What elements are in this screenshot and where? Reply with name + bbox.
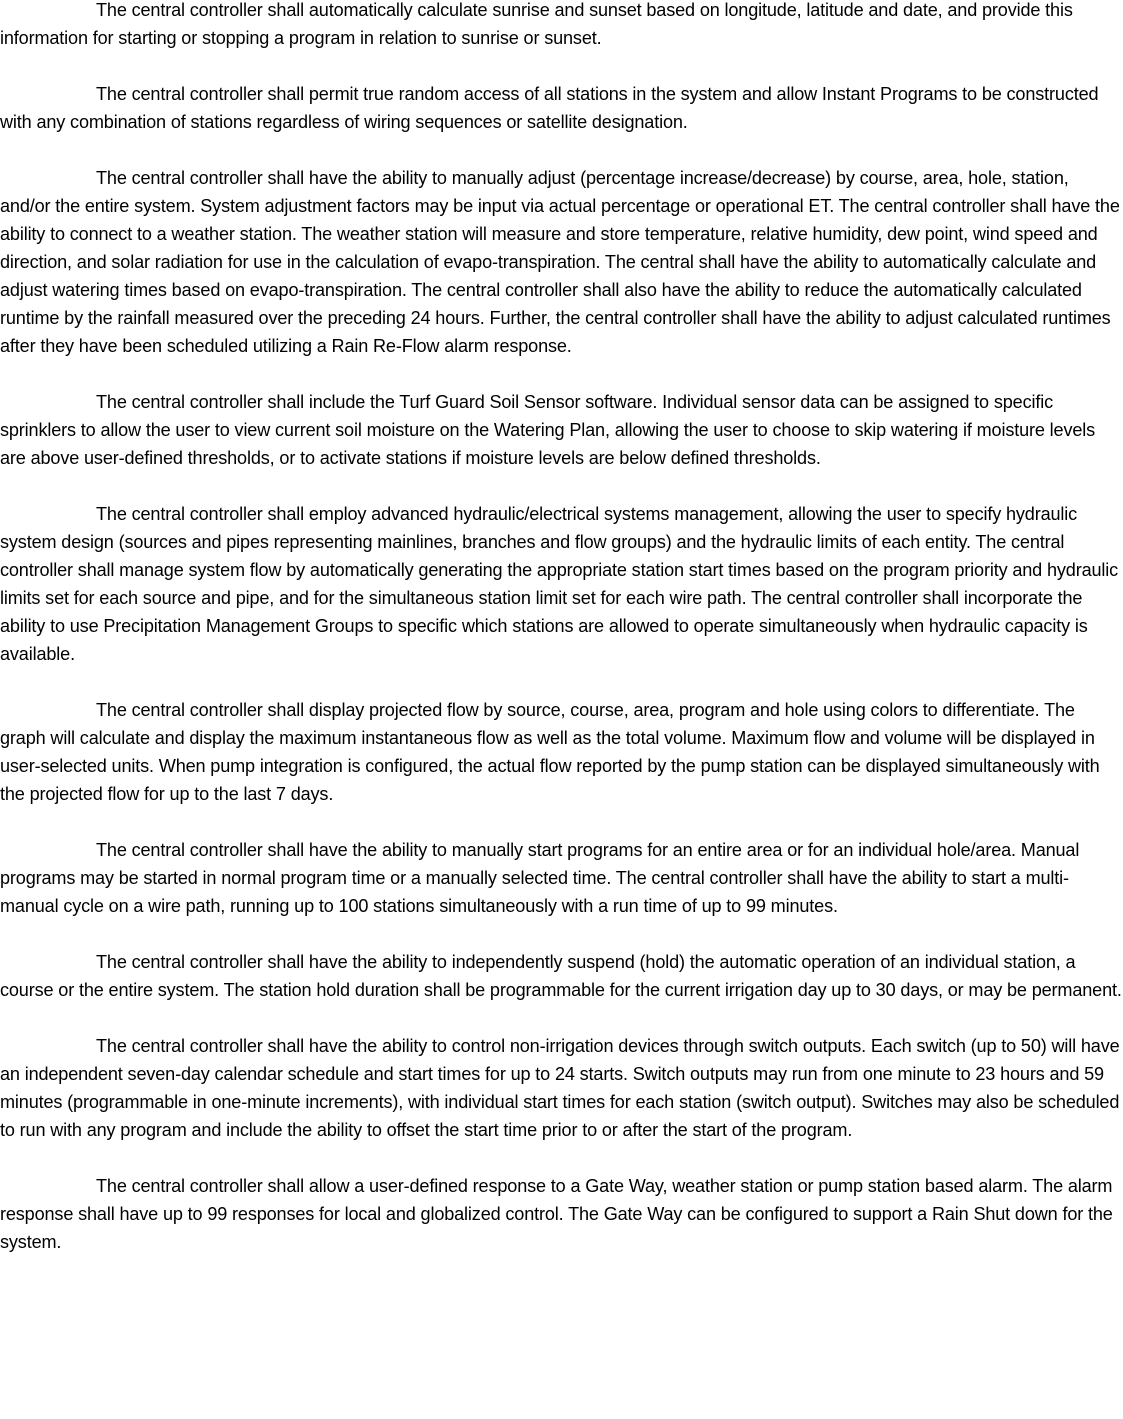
paragraph-alarm-response: The central controller shall allow a user-defined response to a Gate Way, weather station or pump station based alarm. The alarm response shall have up to 99 responses for local and globalized control. The Gate Way can be configured to support a Rain Shut down for the system. — [0, 1176, 1113, 1252]
paragraph-turf-guard: The central controller shall include the Turf Guard Soil Sensor software. Individual sensor data can be assigned to specific sprinklers to allow the user to view current soil moisture on the Watering Plan, allowing the user to choose to skip watering if moisture levels are above user-defined thresholds, or to activate stations if moisture levels are below defined thresholds. — [0, 392, 1096, 468]
paragraph-manual-adjust-weather: The central controller shall have the ability to manually adjust (percentage increase/decrease) by course, area, hole, station, and/or the entire system. System adjustment factors may be input via actual percentage or operational ET. The central controller shall have the ability to connect to a weather station. The weather station will measure and store temperature, relative humidity, dew point, wind speed and direction, and solar radiation for use in the calculation of evapo-transpiration. The central shall have the ability to automatically calculate and adjust watering times based on evapo-transpiration. The central controller shall also have the ability to reduce the automatically calculated runtime by the rainfall measured over the preceding 24 hours. Further, the central controller shall have the ability to adjust calculated runtimes after they have been scheduled utilizing a Rain Re-Flow alarm response. — [0, 168, 1120, 356]
paragraph-switch-outputs: The central controller shall have the ability to control non-irrigation devices through switch outputs. Each switch (up to 50) will have an independent seven-day calendar schedule and start times for up to 24 starts. Switch outputs may run from one minute to 23 hours and 59 minutes (programmable in one-minute increments), with individual start times for each station (switch output). Switches may also be scheduled to run with any program and include the ability to offset the start time prior to or after the start of the program. — [0, 1036, 1120, 1140]
paragraph-manual-start: The central controller shall have the ability to manually start programs for an entire area or for an individual hole/area. Manual programs may be started in normal program time or a manually selected time. The central controller shall have the ability to start a multi-manual cycle on a wire path, running up to 100 stations simultaneously with a run time of up to 99 minutes. — [0, 840, 1080, 916]
paragraph-projected-flow: The central controller shall display projected flow by source, course, area, program and hole using colors to differentiate. The graph will calculate and display the maximum instantaneous flow as well as the total volume. Maximum flow and volume will be displayed in user-selected units. When pump integration is configured, the actual flow reported by the pump station can be displayed simultaneously with the projected flow for up to the last 7 days. — [0, 700, 1100, 804]
paragraph-sunrise-sunset: The central controller shall automatically calculate sunrise and sunset based on longitude, latitude and date, and provide this information for starting or stopping a program in relation to sunrise or sunset. — [0, 0, 1073, 48]
paragraph-suspend-hold: The central controller shall have the ability to independently suspend (hold) the automatic operation of an individual station, a course or the entire system. The station hold duration shall be programmable for the current irrigation day up to 30 days, or may be permanent. — [0, 952, 1122, 1000]
paragraph-hydraulic-management: The central controller shall employ advanced hydraulic/electrical systems management, allowing the user to specify hydraulic system design (sources and pipes representing mainlines, branches and flow groups) and the hydraulic limits of each entity. The central controller shall manage system flow by automatically generating the appropriate station start times based on the program priority and hydraulic limits set for each source and pipe, and for the simultaneous station limit set for each wire path. The central controller shall incorporate the ability to use Precipitation Management Groups to specific which stations are allowed to operate simultaneously when hydraulic capacity is available. — [0, 504, 1119, 664]
paragraph-random-access: The central controller shall permit true random access of all stations in the system and allow Instant Programs to be constructed with any combination of stations regardless of wiring sequences or satellite designation. — [0, 84, 1099, 132]
